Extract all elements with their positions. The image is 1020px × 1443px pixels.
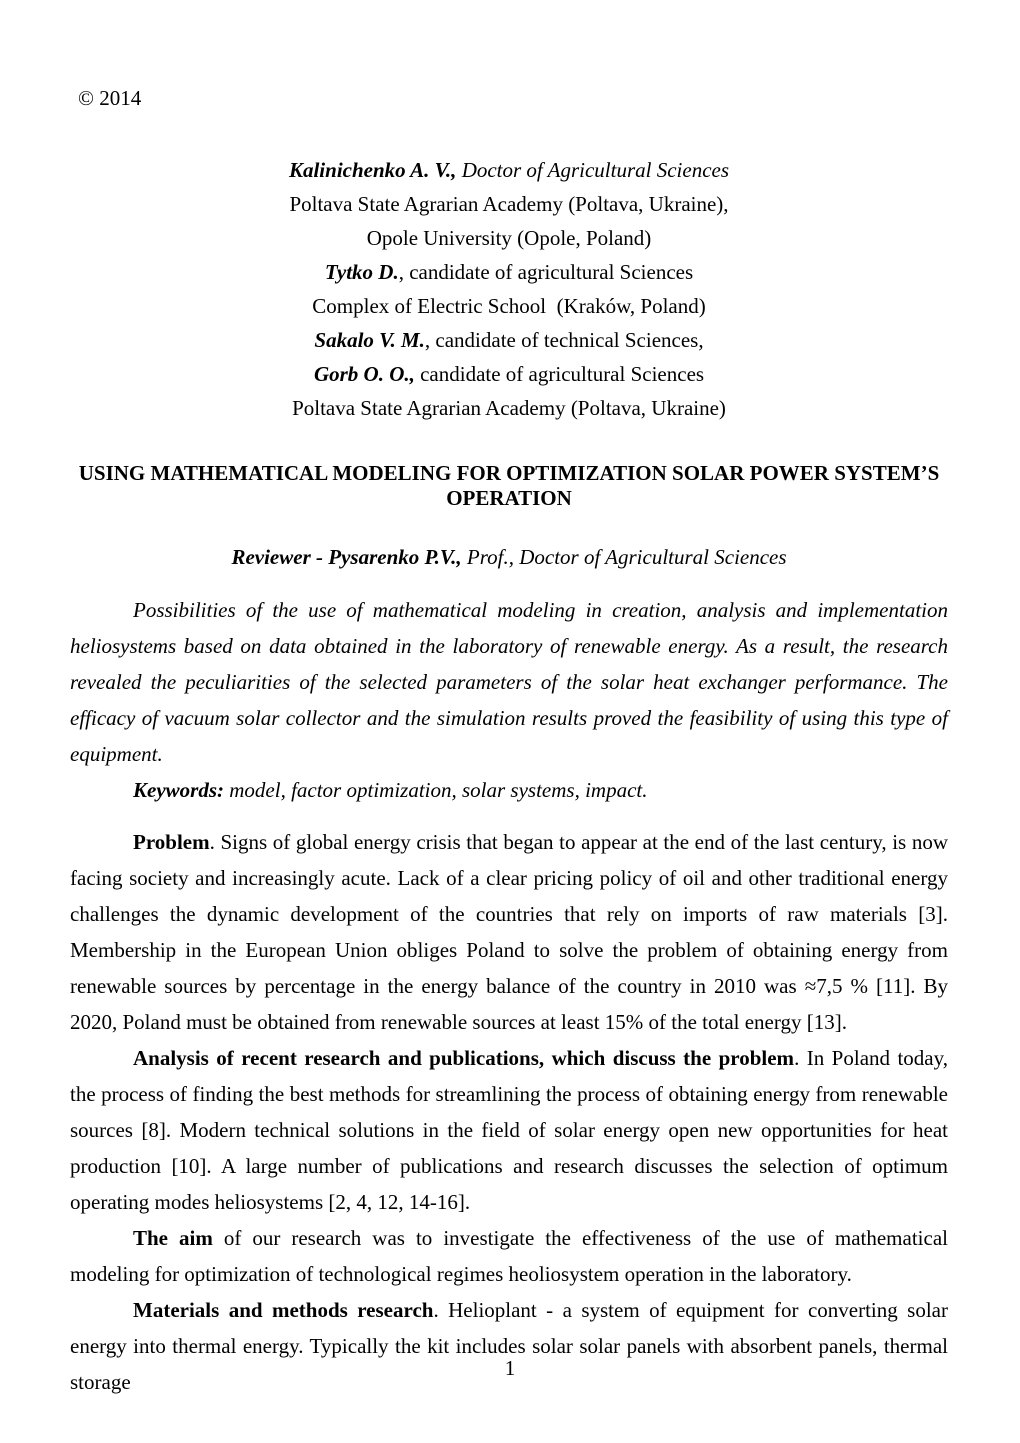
author-degree: , candidate of agricultural Sciences bbox=[398, 260, 694, 284]
keywords-label: Keywords: bbox=[133, 778, 224, 802]
author-name: Tytko D. bbox=[324, 260, 399, 284]
author-line bbox=[70, 323, 948, 357]
author-affiliation: Poltava State Agrarian Academy (Poltava, Ukraine) bbox=[292, 396, 726, 420]
paragraph-text: of our research was to investigate the effectiveness of the use of mathematical modeling for optimization of technological regimes heoliosystem operation in the laboratory. bbox=[70, 1226, 948, 1286]
reviewer-line bbox=[70, 545, 948, 570]
author-name: Gorb O. O., bbox=[313, 362, 415, 386]
abstract-paragraph: Possibilities of the use of mathematical modeling in creation, analysis and implementation heliosystems based on data obtained in the laboratory of renewable energy. As a result, the research revealed the peculiarities of the selected parameters of the solar heat exchanger performance. The efficacy of vacuum solar collector and the simulation results proved the feasibility of using this type of equipment. bbox=[70, 598, 948, 766]
author-block bbox=[70, 153, 948, 425]
paragraph-text: . In Poland today, the process of finding the best methods for streamlining the process of obtaining energy from renewable sources [8]. Modern technical solutions in the field of solar energy open new opportunities for heat production [10]. A large number of publications and research discusses the selection of optimum operating modes heliosystems [2, 4, 12, 14-16]. bbox=[70, 1046, 949, 1214]
keywords-line bbox=[70, 772, 948, 808]
author-line bbox=[70, 357, 948, 391]
paragraph-lead: Materials and methods research bbox=[133, 1298, 434, 1322]
reviewer-name: Reviewer - Pysarenko P.V., bbox=[231, 545, 462, 569]
keywords-text: model, factor optimization, solar systems, impact. bbox=[224, 778, 648, 802]
body-paragraph-aim bbox=[70, 1220, 948, 1292]
paper-title: USING MATHEMATICAL MODELING FOR OPTIMIZATION SOLAR POWER SYSTEM’S OPERATION bbox=[78, 461, 940, 510]
author-line bbox=[70, 187, 948, 221]
paragraph-text: . Signs of global energy crisis that began to appear at the end of the last century, is now facing society and increasingly acute. Lack of a clear pricing policy of oil and other traditional energy challenges the dynamic development of the countries that rely on imports of raw materials [3]. Membership in the European Union obliges Poland to solve the problem of obtaining energy from renewable sources by percentage in the energy balance of the country in 2010 was ≈7,5 % [11]. By 2020, Poland must be obtained from renewable sources at least 15% of the total energy [13]. bbox=[70, 830, 948, 1034]
author-name: Sakalo V. M. bbox=[314, 328, 425, 352]
paragraph-text: . Helioplant - a system of equipment for converting solar energy into thermal energy. Typically the kit includes solar solar panels with absorbent panels, thermal storage bbox=[70, 1298, 948, 1394]
author-line bbox=[70, 221, 948, 255]
page-number: 1 bbox=[504, 1356, 516, 1380]
body-paragraph-analysis bbox=[70, 1040, 948, 1220]
author-affiliation: Opole University (Opole, Poland) bbox=[366, 226, 652, 250]
author-line bbox=[70, 289, 948, 323]
author-line bbox=[70, 391, 948, 425]
copyright-notice: © 2014 bbox=[78, 86, 142, 110]
paragraph-lead: Analysis of recent research and publications, which discuss the problem bbox=[133, 1046, 795, 1070]
paragraph-lead: The aim bbox=[133, 1226, 213, 1250]
author-degree: candidate of agricultural Sciences bbox=[414, 362, 705, 386]
author-affiliation: Poltava State Agrarian Academy (Poltava, Ukraine), bbox=[289, 192, 729, 216]
author-line bbox=[70, 153, 948, 187]
author-degree: , candidate of technical Sciences, bbox=[424, 328, 704, 352]
author-line bbox=[70, 255, 948, 289]
author-name: Kalinichenko A. V., bbox=[288, 158, 457, 182]
body-paragraph-materials bbox=[70, 1292, 948, 1400]
reviewer-degree: Prof., Doctor of Agricultural Sciences bbox=[461, 545, 787, 569]
body-paragraph-problem bbox=[70, 824, 948, 1040]
author-degree: Doctor of Agricultural Sciences bbox=[456, 158, 730, 182]
author-affiliation: Complex of Electric School (Kraków, Poland) bbox=[312, 294, 706, 318]
paragraph-lead: Problem bbox=[133, 830, 210, 854]
